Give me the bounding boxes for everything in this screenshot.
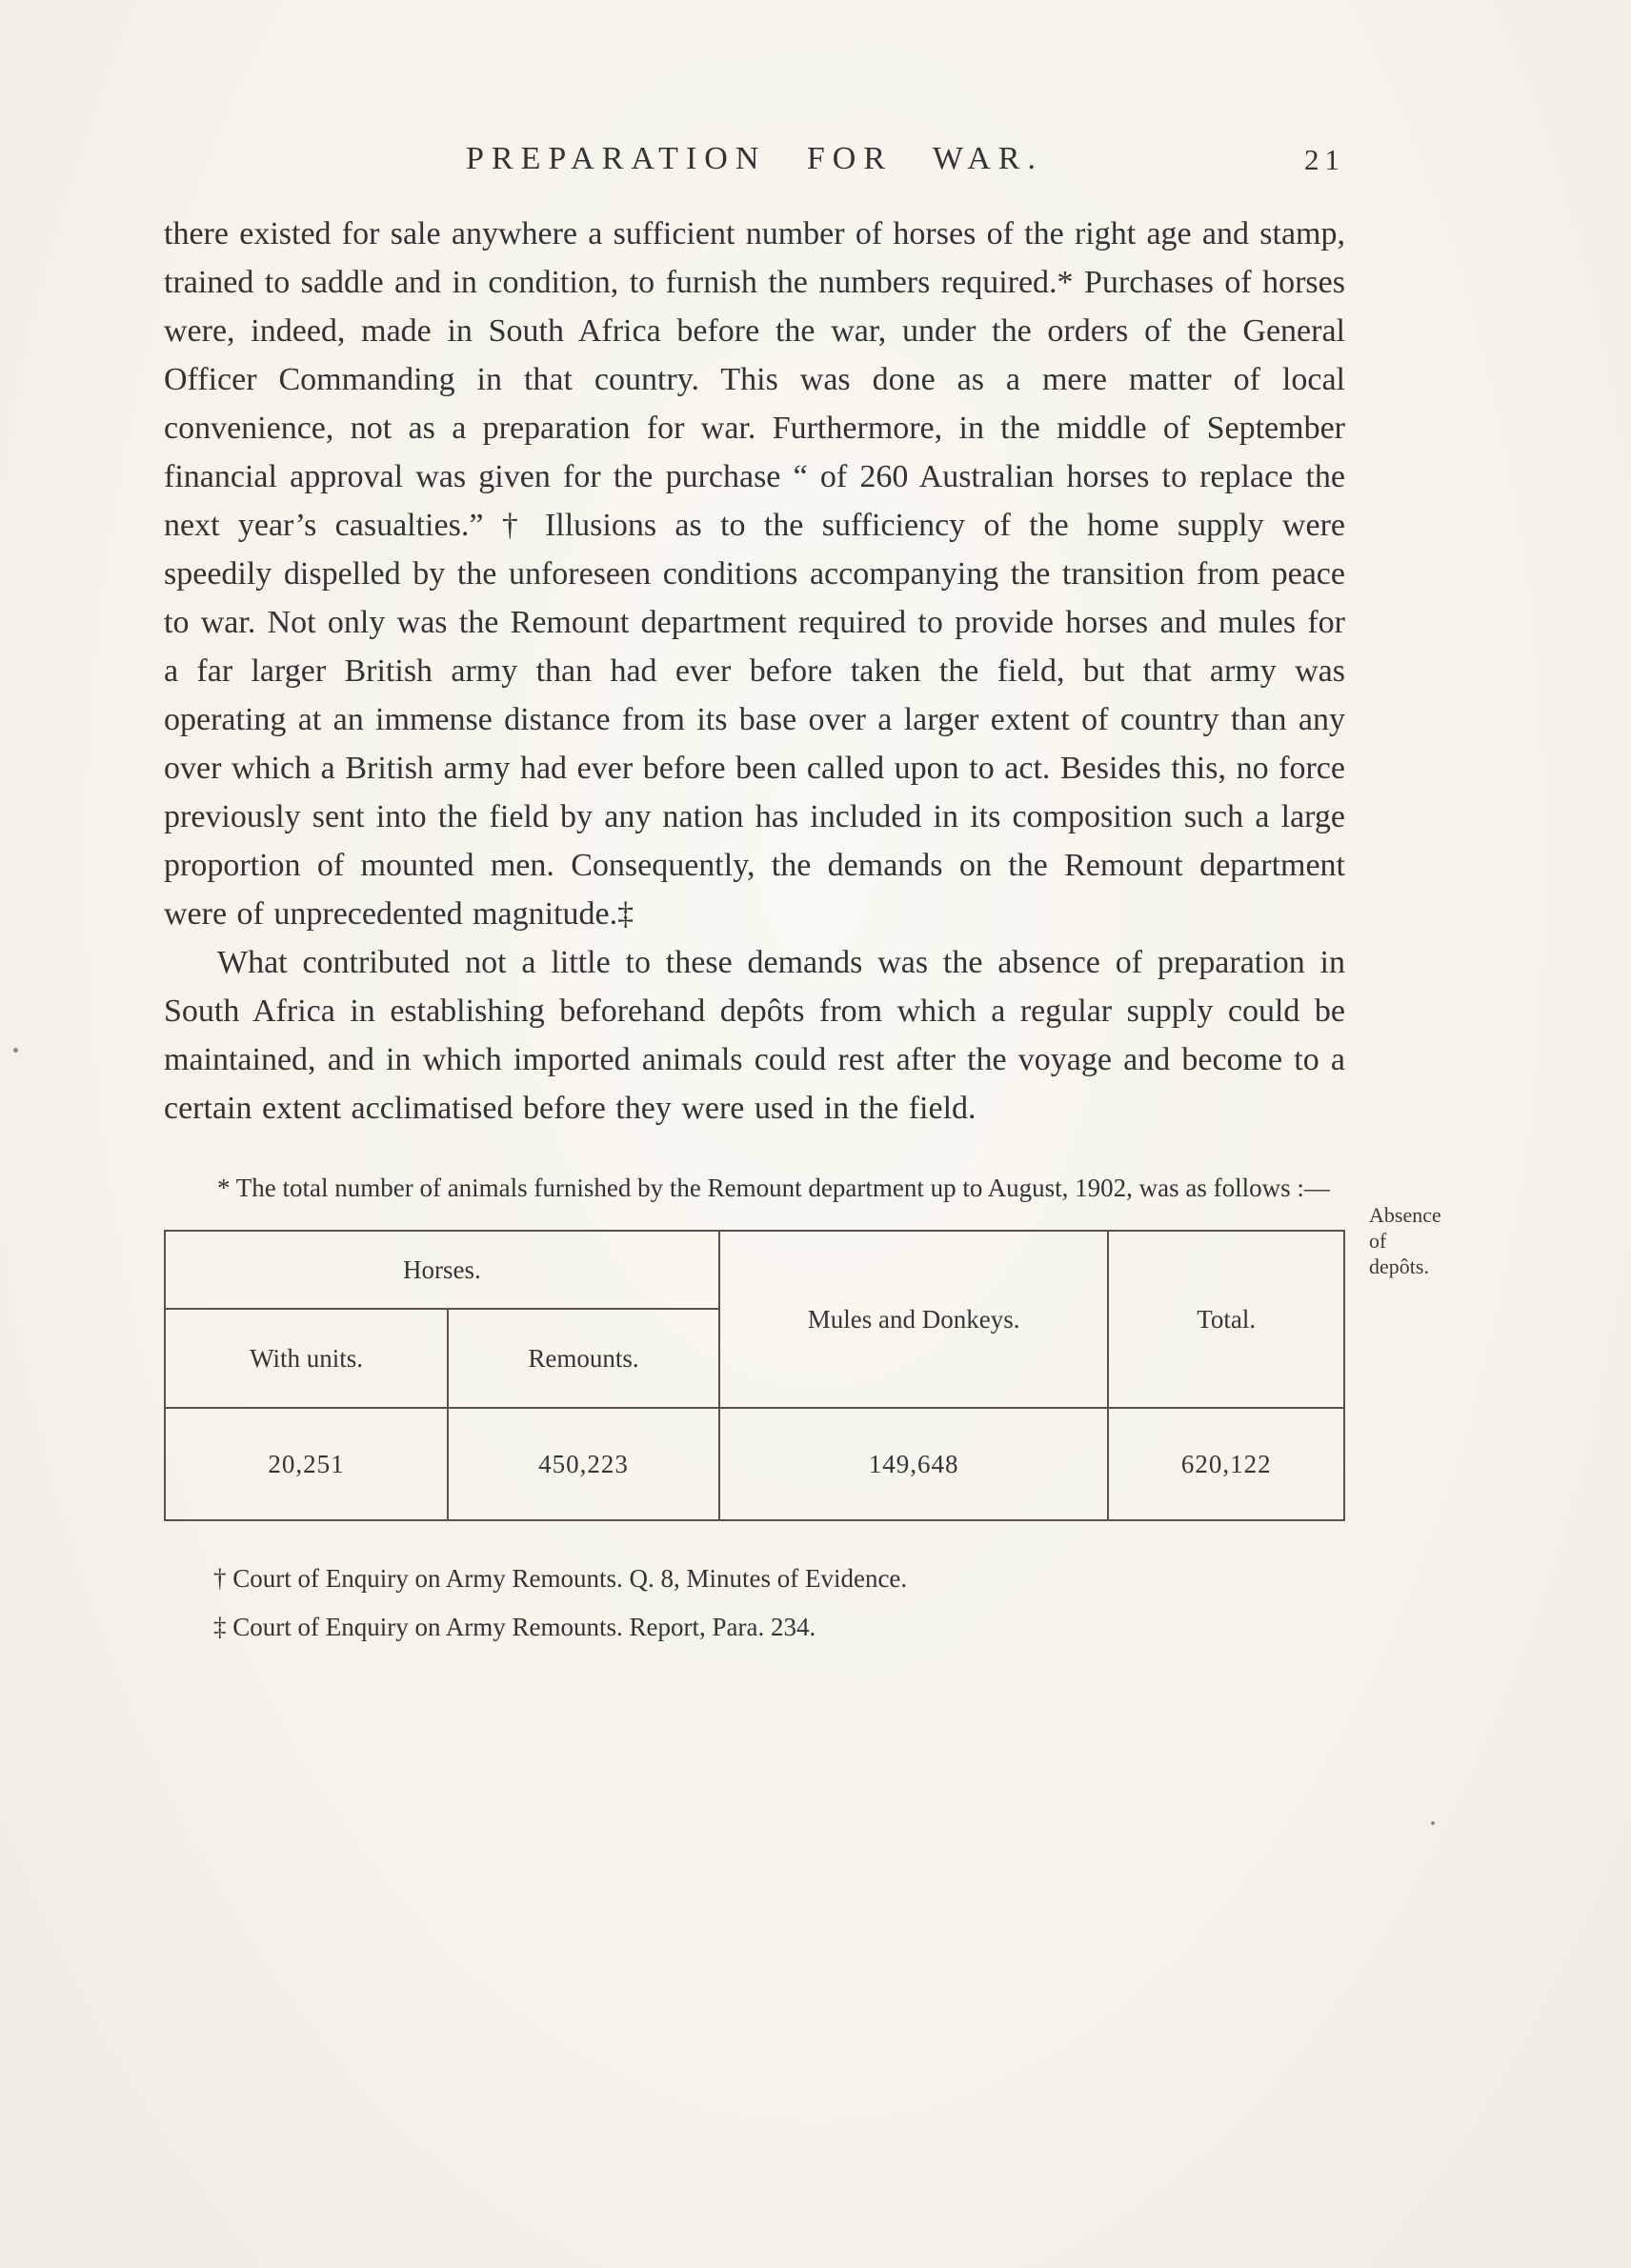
body-paragraph-2: What contributed not a little to these demands was the absence of preparation in South Africa in establishing beforehand depôts from which a regular supply could be maintained, and in which imported animals could rest after the voyage and become to a certain extent acclimatised before they were used in the field. bbox=[164, 945, 1345, 1126]
page-title: PREPARATION FOR WAR. bbox=[466, 141, 1043, 176]
margin-note-line: Absence bbox=[1369, 1203, 1441, 1227]
table-header-mules-and-donkeys: Mules and Donkeys. bbox=[719, 1231, 1109, 1408]
page-header bbox=[164, 141, 1345, 177]
table-value-with-units: 20,251 bbox=[165, 1408, 448, 1520]
margin-note-absence-of-depots bbox=[1369, 1202, 1512, 1279]
footnote-asterisk-text: * The total number of animals furnished by the Remount department up to August, 1902, was as follows :— bbox=[217, 1174, 1330, 1202]
text-block bbox=[164, 141, 1345, 1646]
body-paragraph-1: there existed for sale anywhere a sufficient number of horses of the right age and stamp, trained to saddle and in condition, to furnish the numbers required.* Purchases of horses were, indeed, made in South Africa before the war, under the orders of the General Officer Commanding in that country. This was done as a mere matter of local convenience, not as a preparation for war. Furthermore, in the middle of September financial approval was given for the purchase “ of 260 Australian horses to replace the next year’s casualties.” † Illusions as to the sufficiency of the home supply were speedily dispelled by the unforeseen conditions accompanying the transition from peace to war. Not only was the Remount department required to provide horses and mules for a far larger British army than had ever before taken the field, but that army was operating at an immense distance from its base over a larger extent of country than any over which a British army had ever before been called upon to act. Besides this, no force previously sent into the field by any nation has included in its composition such a large proportion of mounted men. Consequently, the demands on the Remount department were of unprecedented magnitude.‡ bbox=[164, 216, 1345, 932]
table-values-row bbox=[165, 1408, 1344, 1520]
scan-speck bbox=[1431, 1821, 1435, 1825]
table-value-mules-and-donkeys: 149,648 bbox=[719, 1408, 1109, 1520]
table-header-row-1 bbox=[165, 1231, 1344, 1309]
table-header-total: Total. bbox=[1108, 1231, 1344, 1408]
table-header-with-units: With units. bbox=[165, 1309, 448, 1408]
table-header-horses: Horses. bbox=[165, 1231, 719, 1309]
footnote-double-dagger: ‡ Court of Enquiry on Army Remounts. Report, Para. 234. bbox=[213, 1613, 816, 1641]
table-value-remounts: 450,223 bbox=[448, 1408, 719, 1520]
margin-note-line: depôts. bbox=[1369, 1254, 1429, 1278]
table-header-remounts: Remounts. bbox=[448, 1309, 719, 1408]
page-number: 21 bbox=[1304, 143, 1345, 176]
footnote-dagger: † Court of Enquiry on Army Remounts. Q. 8, Minutes of Evidence. bbox=[213, 1564, 908, 1593]
remounts-table bbox=[164, 1230, 1345, 1521]
table-value-total: 620,122 bbox=[1108, 1408, 1344, 1520]
scan-speck bbox=[13, 1048, 18, 1053]
margin-note-line: of bbox=[1369, 1229, 1387, 1253]
